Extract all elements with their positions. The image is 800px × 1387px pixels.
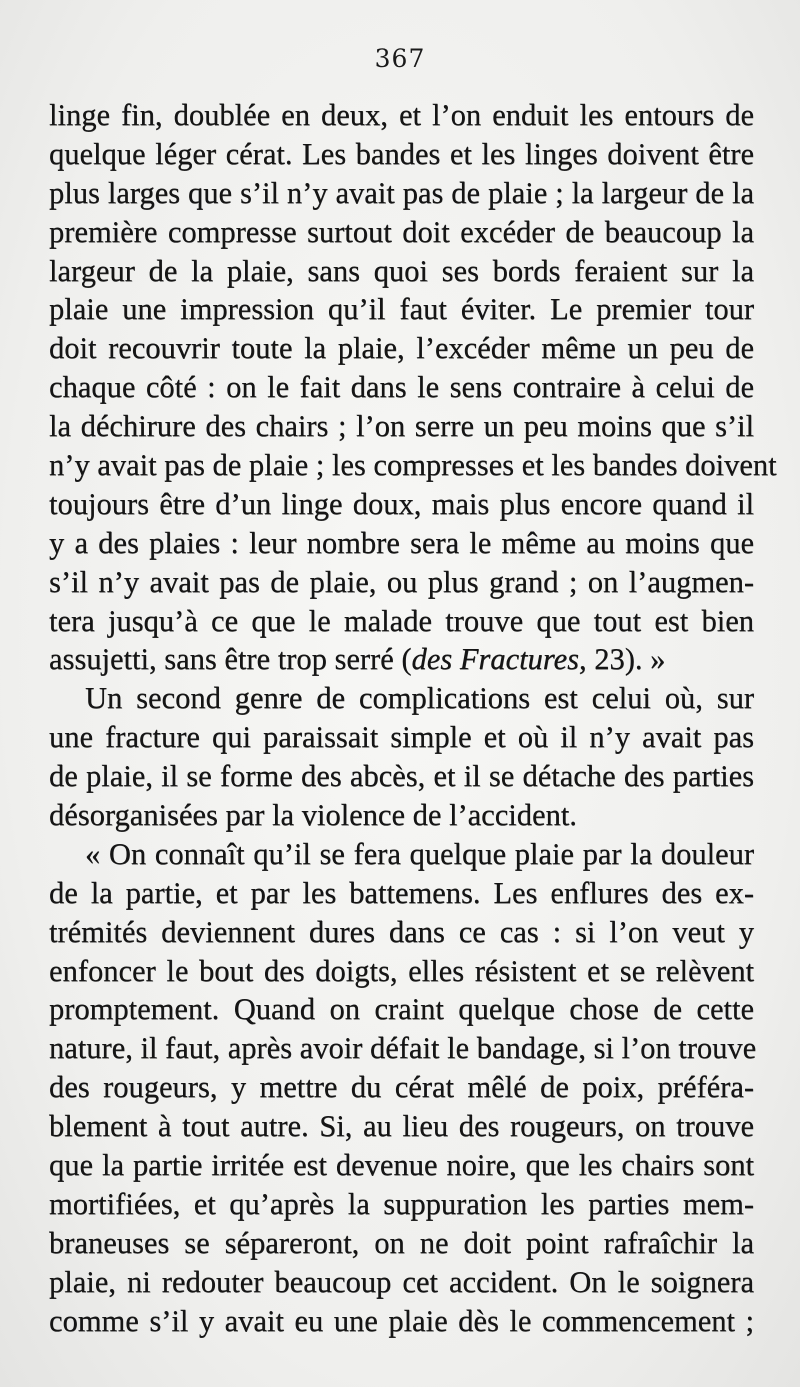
text-line-11: toujours être d’un linge doux, mais plus encore quand il <box>49 486 754 521</box>
text-line-18: de plaie, il se forme des abcès, et il se détache des parties <box>49 759 754 794</box>
text-line-16: Un second genre de complications est celui où, sur <box>85 681 754 716</box>
text-line-7: doit recouvrir toute la plaie, l’excéder même un peu de <box>49 331 754 366</box>
citation-italic: des Fractures, <box>411 642 587 677</box>
text-line-10: n’y avait pas de plaie ; les compresses et les bandes doivent <box>49 448 777 483</box>
text-line-32: comme s’il y avait eu une plaie dès le commencement ; <box>49 1303 754 1338</box>
text-line-6: plaie une impression qu’il faut éviter. Le premier tour <box>49 292 754 327</box>
text-line-23: enfoncer le bout des doigts, elles résistent et se relèvent <box>49 953 754 988</box>
text-line-5: largeur de la plaie, sans quoi ses bords feraient sur la <box>49 253 754 288</box>
text-line-25: nature, il faut, après avoir défait le bandage, si l’on trouve <box>49 1031 757 1066</box>
text-line-4: première compresse surtout doit excéder de beaucoup la <box>49 214 754 249</box>
text-line-19: désorganisées par la violence de l’accident. <box>49 798 577 833</box>
text-line-31: plaie, ni redouter beaucoup cet accident. On le soignera <box>49 1264 754 1299</box>
page-number: 367 <box>374 44 426 73</box>
text-line-24: promptement. Quand on craint quelque chose de cette <box>49 992 754 1027</box>
text-line-14: tera jusqu’à ce que le malade trouve que tout est bien <box>49 603 754 638</box>
text-line-28: que la partie irritée est devenue noire, que les chairs sont <box>49 1148 754 1183</box>
text-line-9: la déchirure des chairs ; l’on serre un peu moins que s’il <box>49 409 754 444</box>
text-line-27: blement à tout autre. Si, au lieu des rougeurs, on trouve <box>49 1109 754 1144</box>
text-line-15-end: 23). » <box>586 642 666 677</box>
text-line-13: s’il n’y avait pas de plaie, ou plus grand ; on l’augmen- <box>49 564 754 599</box>
text-line-29: mortifiées, et qu’après la suppuration les parties mem- <box>49 1186 754 1221</box>
text-line-15-start: assujetti, sans être trop serré ( <box>49 642 412 677</box>
text-line-1: linge fin, doublée en deux, et l’on enduit les entours de <box>49 98 754 132</box>
body-text <box>49 96 777 1341</box>
text-line-20: « On connaît qu’il se fera quelque plaie par la douleur <box>85 836 754 871</box>
text-line-12: y a des plaies : leur nombre sera le même au moins que <box>49 525 754 560</box>
text-line-15 <box>49 640 754 679</box>
text-line-8: chaque côté : on le fait dans le sens contraire à celui de <box>49 370 754 405</box>
text-line-21: de la partie, et par les battemens. Les enflures des ex- <box>49 875 754 910</box>
text-line-26: des rougeurs, y mettre du cérat mêlé de poix, préféra- <box>49 1070 754 1105</box>
text-line-2: quelque léger cérat. Les bandes et les linges doivent être <box>49 136 754 171</box>
text-line-22: trémités deviennent dures dans ce cas : si l’on veut y <box>49 914 754 949</box>
text-line-3: plus larges que s’il n’y avait pas de plaie ; la largeur de la <box>49 175 754 210</box>
text-line-17: une fracture qui paraissait simple et où il n’y avait pas <box>49 720 754 755</box>
text-line-30: braneuses se sépareront, on ne doit point rafraîchir la <box>49 1225 754 1260</box>
